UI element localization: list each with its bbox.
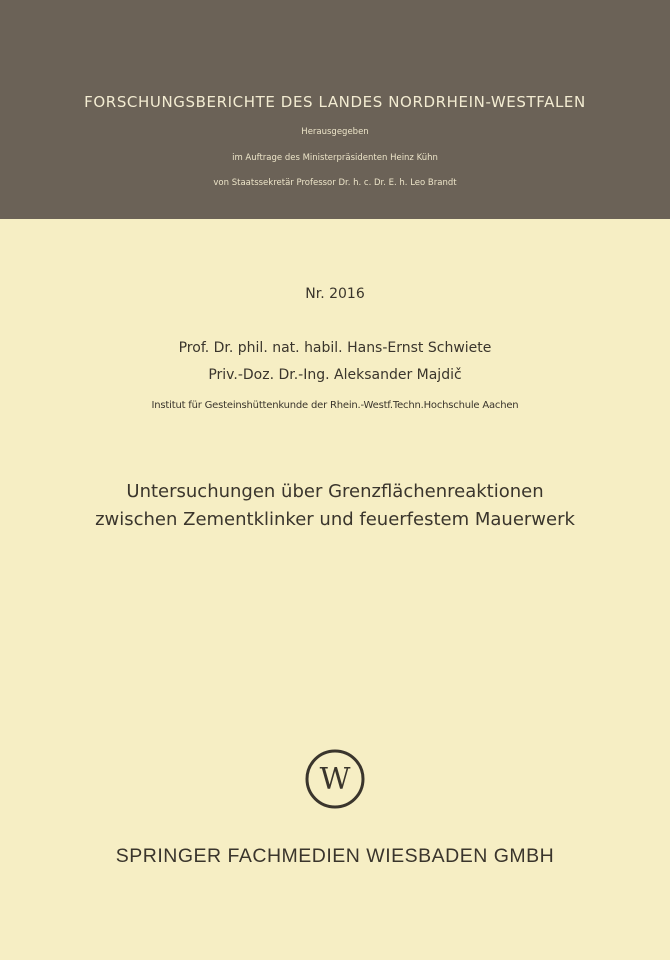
springer-vw-logo-icon <box>304 748 366 810</box>
title-line-1: Untersuchungen über Grenzflächenreaktionen <box>126 481 544 502</box>
series-title: FORSCHUNGSBERICHTE DES LANDES NORDRHEIN-WESTFALEN <box>84 93 586 111</box>
report-number: Nr. 2016 <box>305 286 365 302</box>
title-line-2: zwischen Zementklinker und feuerfestem Mauerwerk <box>95 509 575 530</box>
editor-line-publisher-note: Herausgegeben <box>301 127 369 137</box>
author-2: Priv.-Doz. Dr.-Ing. Aleksander Majdič <box>208 367 462 383</box>
logo-letter: W <box>319 762 351 797</box>
author-1: Prof. Dr. phil. nat. habil. Hans-Ernst Schwiete <box>178 340 492 356</box>
editor-line-secretary: von Staatssekretär Professor Dr. h. c. Dr. E. h. Leo Brandt <box>213 178 457 188</box>
publisher: SPRINGER FACHMEDIEN WIESBADEN GMBH <box>115 845 555 867</box>
header-band <box>0 0 670 219</box>
institute: Institut für Gesteinshüttenkunde der Rhein.-Westf.Techn.Hochschule Aachen <box>151 400 519 411</box>
editor-line-minister: im Auftrage des Ministerpräsidenten Heinz Kühn <box>232 153 438 163</box>
